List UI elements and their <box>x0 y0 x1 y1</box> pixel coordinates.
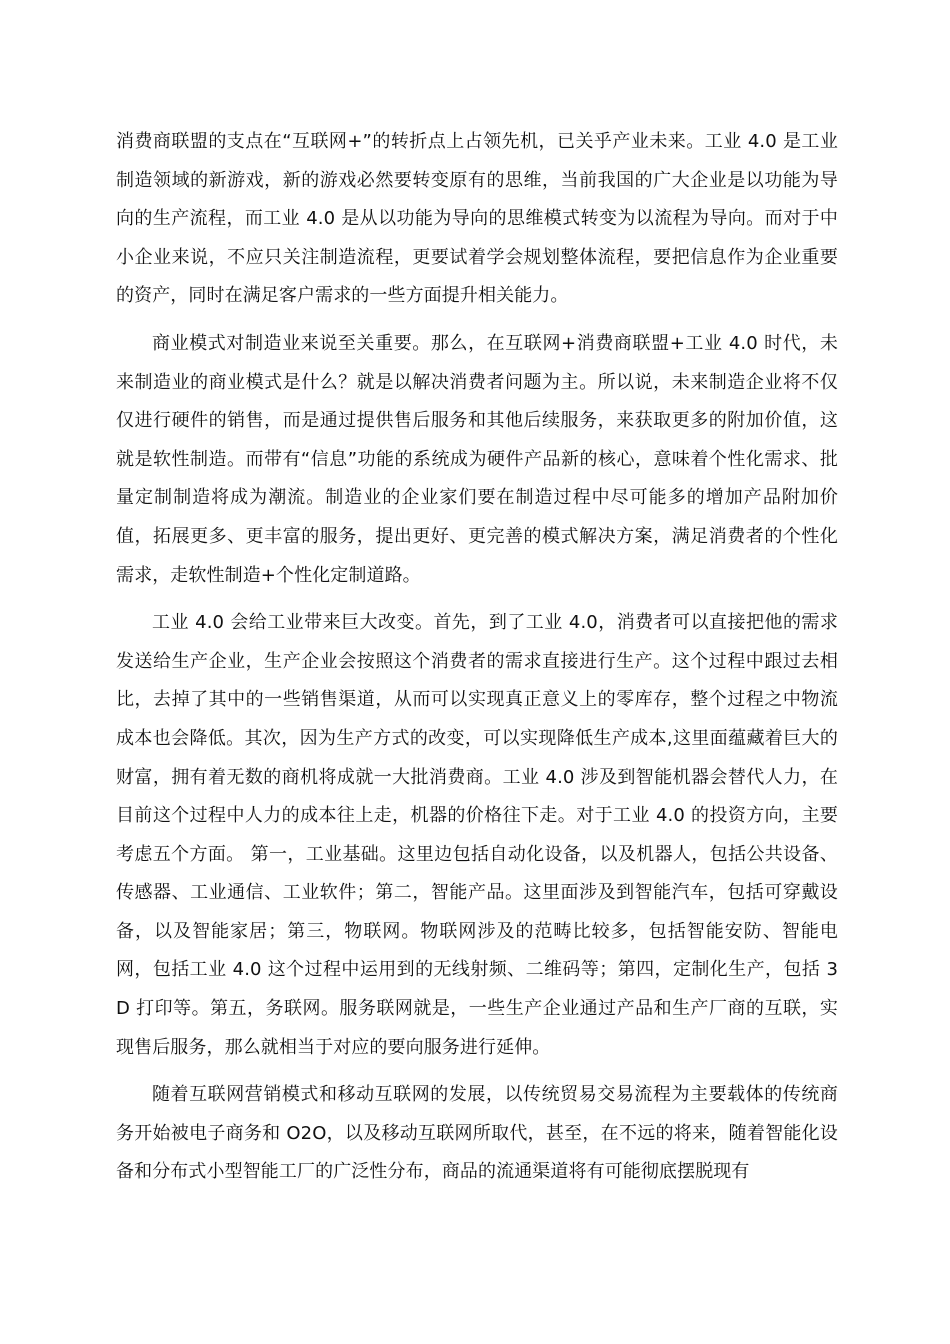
document-body <box>116 123 838 1201</box>
paragraph-2: 商业模式对制造业来说至关重要。那么，在互联网+消费商联盟+工业 4.0 时代，未来制造业的商业模式是什么？就是以解决消费者问题为主。所以说，未来制造企业将不仅仅进行硬件的销售，而是通过提供售后服务和其他后续服务，来获取更多的附加价值，这就是软性制造。而带有“信息”功能的系统成为硬件产品新的核心，意味着个性化需求、批量定制制造将成为潮流。制造业的企业家们要在制造过程中尽可能多的增加产品附加价值，拓展更多、更丰富的服务，提出更好、更完善的模式解决方案，满足消费者的个性化需求，走软性制造+个性化定制道路。 <box>116 332 838 586</box>
paragraph-3: 工业 4.0 会给工业带来巨大改变。首先，到了工业 4.0，消费者可以直接把他的需求发送给生产企业，生产企业会按照这个消费者的需求直接进行生产。这个过程中跟过去相比，去掉了其中的一些销售渠道，从而可以实现真正意义上的零库存，整个过程之中物流成本也会降低。其次，因为生产方式的改变，可以实现降低生产成本,这里面蕴藏着巨大的财富，拥有着无数的商机将成就一大批消费商。工业 4.0 涉及到智能机器会替代人力，在目前这个过程中人力的成本往上走，机器的价格往下走。对于工业 4.0 的投资方向，主要考虑五个方面。 第一，工业基础。这里边包括自动化设备，以及机器人，包括公共设备、传感器、工业通信、工业软件；第二，智能产品。这里面涉及到智能汽车，包括可穿戴设备，以及智能家居；第三，物联网。物联网涉及的范畴比较多，包括智能安防、智能电网，包括工业 4.0 这个过程中运用到的无线射频、二维码等；第四，定制化生产，包括 3D 打印等。第五，务联网。服务联网就是，一些生产企业通过产品和生产厂商的互联，实现售后服务，那么就相当于对应的要向服务进行延伸。 <box>116 612 838 1058</box>
paragraph-1: 消费商联盟的支点在“互联网+”的转折点上占领先机，已关乎产业未来。工业 4.0 是工业制造领域的新游戏，新的游戏必然要转变原有的思维，当前我国的广大企业是以功能为导向的生产流程，而工业 4.0 是从以功能为导向的思维模式转变为以流程为导向。而对于中小企业来说，不应只关注制造流程，更要试着学会规划整体流程，要把信息作为企业重要的资产，同时在满足客户需求的一些方面提升相关能力。 <box>116 131 838 307</box>
paragraph-4: 随着互联网营销模式和移动互联网的发展，以传统贸易交易流程为主要载体的传统商务开始被电子商务和 O2O，以及移动互联网所取代，甚至，在不远的将来，随着智能化设备和分布式小型智能工厂的广泛性分布，商品的流通渠道将有可能彻底摆脱现有 <box>116 1084 838 1183</box>
